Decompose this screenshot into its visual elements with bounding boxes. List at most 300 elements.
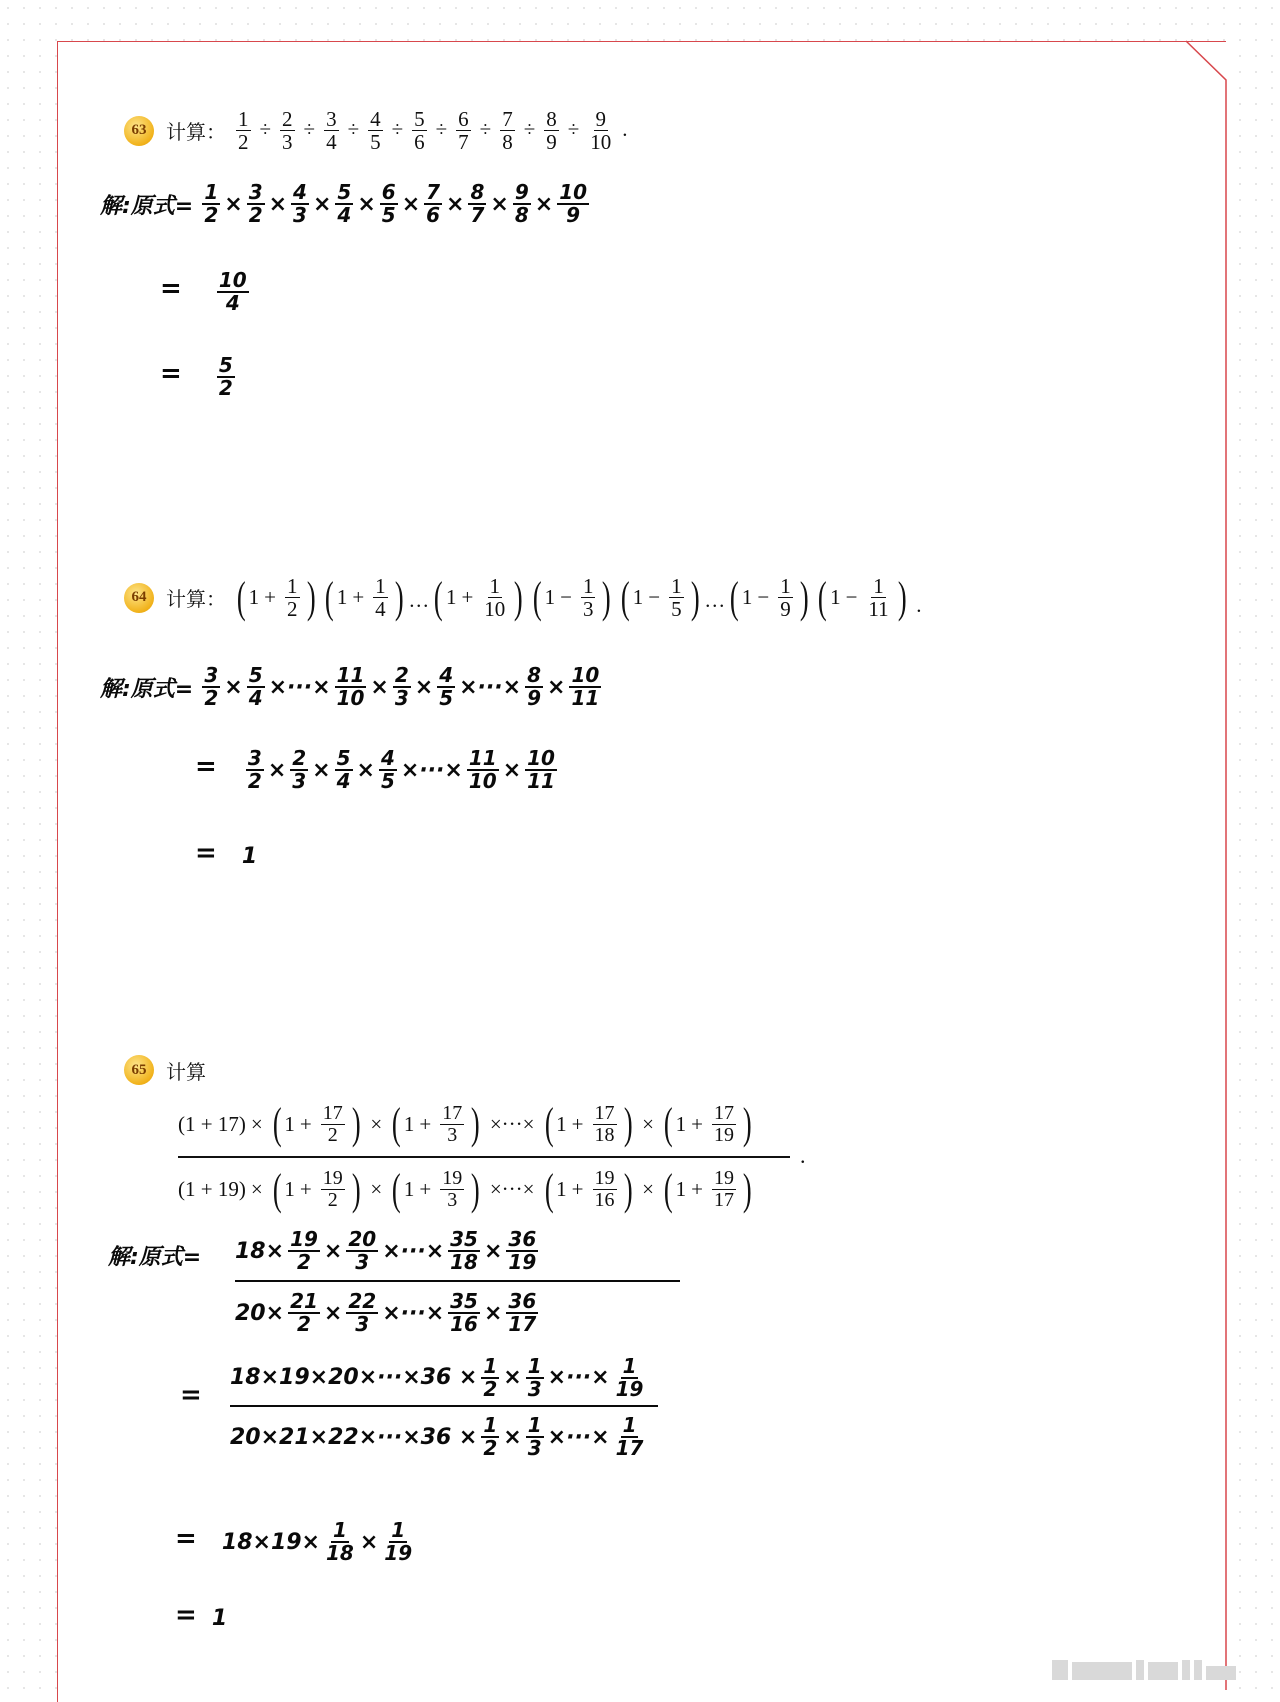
first-term: (1 + 17): [178, 1111, 246, 1136]
numerator: 2: [282, 107, 293, 131]
numerator: 9: [514, 180, 529, 204]
numerator: 2: [292, 746, 307, 770]
denominator: 10: [590, 130, 612, 155]
one: 1: [556, 1177, 567, 1201]
right-paren: ): [306, 572, 316, 622]
denominator: 4: [225, 291, 240, 315]
fraction: [593, 1168, 617, 1211]
operator: ×: [401, 191, 421, 217]
numerator: 3: [326, 107, 337, 131]
operator: ×: [357, 191, 376, 217]
parenthesized-term: [661, 1099, 755, 1148]
operator: −: [560, 585, 572, 610]
solution-65-line2-eq: [180, 1380, 202, 1410]
solution-prefix: 解:原式=: [100, 676, 194, 702]
numerator: 19: [442, 1167, 463, 1189]
fraction: [506, 1229, 538, 1273]
right-paren: ): [602, 572, 612, 622]
operator: +: [571, 1111, 584, 1136]
operator: 20×: [235, 1300, 285, 1326]
right-paren: ): [351, 1099, 361, 1148]
fraction: [866, 575, 890, 620]
operator: +: [571, 1177, 584, 1201]
fraction: [669, 575, 684, 620]
numerator: 4: [293, 180, 307, 204]
one: 1: [284, 1177, 295, 1201]
fraction: [437, 665, 455, 709]
right-paren: ): [742, 1099, 752, 1148]
expression-numerator: [178, 1092, 757, 1156]
solution-63: [100, 182, 593, 226]
denominator: 2: [297, 1312, 311, 1336]
fraction: [581, 575, 596, 620]
operator: ×: [642, 1177, 655, 1201]
parenthesized-term: [389, 1164, 483, 1214]
fraction: [247, 665, 265, 709]
line1-denominator: [235, 1282, 542, 1344]
right-paren: ): [514, 572, 524, 622]
numerator: 36: [508, 1289, 537, 1313]
fraction: [202, 182, 220, 226]
parenthesized-term: [234, 572, 318, 622]
denominator: 3: [527, 1376, 542, 1401]
fraction: [525, 748, 557, 792]
numerator: 19: [594, 1167, 615, 1189]
numerator: 8: [527, 663, 541, 687]
problem-64-expression: [232, 572, 927, 622]
solution-63-line3: [160, 355, 239, 399]
fraction: [500, 108, 515, 153]
denominator: 3: [355, 1250, 370, 1274]
fraction: [290, 748, 308, 792]
denominator: 3: [355, 1312, 370, 1336]
denominator: 17: [714, 1189, 735, 1211]
denominator: 8: [502, 130, 513, 155]
fraction: [202, 665, 220, 709]
problem-label: 计算：: [166, 120, 226, 145]
denominator: 7: [458, 130, 469, 155]
solution-prefix: 解:原式=: [108, 1245, 202, 1270]
operator: ×: [483, 1300, 503, 1326]
operator: ÷: [523, 116, 536, 141]
left-paren: (: [544, 1164, 554, 1214]
denominator: 2: [287, 597, 298, 622]
numerator: 19: [714, 1167, 735, 1189]
denominator: 3: [582, 597, 594, 622]
numerator: 4: [380, 746, 395, 770]
equals-sign: =: [195, 751, 217, 782]
denominator: 5: [370, 130, 381, 155]
right-paren: ): [623, 1164, 633, 1214]
denominator: 2: [247, 769, 262, 793]
solution-64-line2: [195, 748, 561, 792]
fraction: [373, 575, 388, 620]
operator: +: [461, 585, 474, 610]
denominator: 18: [594, 1123, 615, 1146]
right-paren: ): [623, 1099, 633, 1148]
numerator: 19: [322, 1167, 343, 1189]
operator: +: [691, 1177, 704, 1201]
operator: ×: [642, 1111, 655, 1136]
numerator: 5: [414, 107, 425, 131]
numerator: 11: [336, 663, 365, 687]
denominator: 4: [336, 769, 351, 793]
numerator: 1: [873, 574, 884, 598]
numerator: 3: [204, 663, 219, 687]
right-paren: ): [471, 1164, 480, 1214]
operator: 20×21×22×···×36 ×: [230, 1424, 478, 1450]
denominator: 2: [327, 1189, 338, 1211]
numerator: 2: [394, 663, 409, 687]
solution-65-line3: [175, 1520, 418, 1564]
numerator: 1: [391, 1518, 406, 1542]
fraction: [712, 1168, 736, 1211]
denominator: 3: [527, 1436, 542, 1460]
equals-sign: =: [160, 358, 182, 389]
fraction: [614, 1353, 646, 1401]
operator: ×: [503, 1424, 522, 1450]
fraction: [288, 1291, 320, 1335]
numerator: 1: [483, 1413, 498, 1437]
one: 1: [544, 585, 556, 610]
fraction: [247, 182, 265, 226]
numerator: 17: [442, 1101, 463, 1124]
problem-63: [124, 108, 633, 153]
denominator: 11: [868, 597, 889, 622]
fraction: [593, 1103, 617, 1146]
numerator: 8: [546, 107, 557, 131]
one: 1: [556, 1111, 567, 1136]
denominator: 2: [204, 686, 219, 710]
problem-64: [124, 572, 927, 622]
operator: ···: [408, 594, 430, 618]
denominator: 6: [426, 203, 441, 227]
numerator: 1: [238, 107, 249, 131]
parenthesized-term: [542, 1164, 636, 1214]
expression-denominator: [178, 1158, 757, 1222]
solution-63-line2: [160, 270, 253, 314]
solution-65-line4: [175, 1600, 227, 1631]
fraction: [440, 1103, 464, 1146]
fraction: [380, 182, 398, 226]
operator: ×: [446, 191, 465, 217]
one: 1: [675, 1177, 687, 1201]
operator: +: [419, 1177, 432, 1201]
numerator: 1: [622, 1353, 637, 1378]
operator: ×: [370, 674, 389, 700]
numerator: 1: [332, 1518, 347, 1542]
operator: ×···×: [547, 1424, 610, 1450]
denominator: 11: [571, 686, 600, 710]
denominator: 2: [238, 130, 249, 155]
parenthesized-term: [618, 572, 702, 622]
numerator: 9: [595, 107, 606, 131]
denominator: 3: [447, 1123, 458, 1146]
solution-64-line1: [198, 663, 605, 710]
numerator: 1: [527, 1353, 542, 1378]
problem-label: 计算：: [166, 587, 226, 612]
equals-sign: =: [160, 273, 182, 304]
right-paren: ): [394, 572, 404, 622]
operator: ×: [250, 1177, 263, 1201]
fraction: [778, 575, 793, 620]
numerator: 19: [290, 1227, 318, 1251]
left-paren: (: [532, 572, 542, 622]
fraction: [468, 182, 486, 226]
denominator: 3: [447, 1189, 458, 1211]
numerator: 5: [248, 663, 263, 687]
denominator: 2: [204, 203, 219, 227]
fraction: [448, 1291, 480, 1335]
denominator: 16: [594, 1189, 615, 1211]
problem-number-badge: 64: [124, 583, 154, 613]
operator: ···: [704, 594, 726, 618]
parenthesized-term: [431, 572, 526, 622]
operator: ×: [323, 1300, 343, 1326]
numerator: 1: [204, 180, 219, 204]
numerator: 7: [502, 107, 513, 131]
numerator: 1: [375, 574, 386, 598]
one: 1: [675, 1111, 687, 1136]
left-paren: (: [544, 1099, 554, 1148]
operator: ×: [250, 1111, 263, 1136]
fraction: [526, 1415, 544, 1459]
numerator: 5: [337, 180, 352, 204]
denominator: 3: [292, 769, 307, 793]
solution-64-line2-terms: [242, 746, 561, 793]
first-term: (1 + 19): [178, 1177, 246, 1201]
parenthesized-term: [542, 1099, 636, 1148]
operator: ×···×: [400, 757, 463, 783]
equals-sign: =: [175, 1600, 197, 1630]
right-paren: ): [799, 572, 809, 622]
denominator: 10: [484, 597, 506, 622]
operator: ×: [502, 757, 522, 783]
one: 1: [248, 585, 260, 610]
denominator: 19: [615, 1376, 644, 1401]
numerator: 17: [714, 1101, 735, 1124]
numerator: 10: [571, 663, 600, 687]
fraction: [481, 1415, 499, 1459]
operator: −: [757, 585, 770, 610]
problem-65-expression: [178, 1092, 790, 1222]
fraction: [614, 1415, 646, 1459]
numerator: 1: [780, 574, 791, 598]
denominator: 11: [527, 769, 555, 793]
denominator: 9: [566, 203, 581, 227]
numerator: 21: [290, 1289, 318, 1313]
operator: −: [845, 585, 858, 610]
denominator: 19: [714, 1123, 735, 1146]
numerator: 22: [348, 1289, 377, 1313]
left-paren: (: [621, 572, 630, 622]
line2-numerator: [230, 1350, 649, 1405]
numerator: 1: [287, 574, 298, 598]
solution-65-prefix: [108, 1240, 201, 1271]
numerator: 20: [348, 1227, 377, 1251]
fraction: [280, 108, 295, 153]
fraction: [321, 1103, 345, 1146]
operator: 18×19×20×···×36 ×: [230, 1365, 478, 1390]
denominator: 5: [381, 203, 396, 227]
denominator: 4: [326, 130, 337, 155]
operator: .: [916, 592, 922, 617]
one: 1: [284, 1111, 295, 1136]
operator: +: [299, 1177, 312, 1201]
operator: ×: [267, 757, 287, 783]
numerator: 6: [458, 107, 469, 131]
fraction: [335, 748, 353, 792]
left-paren: (: [272, 1099, 282, 1148]
numerator: 17: [594, 1101, 615, 1124]
operator: +: [299, 1111, 312, 1136]
left-paren: (: [272, 1164, 282, 1214]
parenthesized-term: [270, 1099, 364, 1148]
denominator: 19: [508, 1250, 537, 1274]
parenthesized-term: [727, 572, 811, 622]
fraction: [481, 1353, 499, 1401]
operator: ×: [323, 1238, 343, 1264]
operator: ×···×: [382, 1238, 445, 1264]
handwritten-fraction: [217, 355, 235, 399]
solution-64-line3: [195, 838, 257, 869]
operator: +: [419, 1111, 432, 1136]
numerator: 1: [527, 1413, 542, 1437]
fraction: [346, 1291, 378, 1335]
one: 1: [336, 585, 348, 610]
solution-63-line1: [198, 180, 593, 227]
denominator: 4: [337, 203, 352, 227]
operator: ×: [359, 1529, 379, 1555]
operator: ÷: [391, 116, 404, 141]
fraction: [513, 182, 531, 226]
denominator: 2: [248, 203, 263, 227]
denominator: 16: [450, 1312, 478, 1336]
operator: ×: [268, 191, 288, 217]
parenthesized-term: [815, 572, 909, 622]
fraction: [291, 182, 309, 226]
numerator: 1: [671, 574, 682, 598]
numerator: 1: [622, 1413, 637, 1437]
denominator: 7: [470, 203, 485, 227]
problem-63-expression: [232, 108, 633, 153]
denominator: 17: [508, 1312, 537, 1336]
fraction: [382, 1520, 414, 1564]
numerator: 6: [381, 180, 396, 204]
parenthesized-term: [270, 1164, 364, 1214]
fraction: [412, 108, 427, 153]
operator: ×···×: [489, 1111, 535, 1136]
denominator: 17: [615, 1436, 644, 1460]
problem-number-badge: 63: [124, 116, 154, 146]
numerator: 11: [468, 746, 497, 770]
solution-65-line2: [230, 1350, 658, 1467]
operator: ÷: [303, 116, 316, 141]
problem-label: 计算: [166, 1059, 206, 1084]
fraction: [712, 1103, 736, 1146]
numerator: 3: [247, 746, 262, 770]
fraction: [346, 1229, 378, 1273]
operator: ×···×: [382, 1300, 445, 1326]
problem-65: [124, 1055, 212, 1085]
denominator: 10: [336, 686, 365, 710]
numerator: 5: [336, 746, 351, 770]
numerator: 35: [450, 1227, 478, 1251]
operator: ×···×: [489, 1177, 535, 1201]
fraction: [393, 665, 411, 709]
left-paren: (: [730, 572, 739, 622]
operator: +: [264, 585, 276, 610]
numerator: 4: [370, 107, 381, 131]
numerator: 36: [508, 1227, 537, 1251]
problem-number-badge: 65: [124, 1055, 154, 1085]
operator: ×: [312, 757, 331, 783]
denominator: 18: [450, 1250, 478, 1274]
denominator: 10: [468, 769, 497, 793]
operator: 18×: [235, 1238, 285, 1264]
operator: .: [622, 116, 628, 141]
right-paren: ): [471, 1099, 480, 1148]
left-paren: (: [392, 1099, 401, 1148]
one: 1: [403, 1177, 415, 1201]
operator: ×: [414, 674, 434, 700]
left-paren: (: [236, 572, 246, 622]
handwritten-fraction: [217, 270, 249, 314]
fraction: [506, 1291, 538, 1335]
numerator: 10: [527, 746, 555, 770]
solution-prefix: 解:原式=: [100, 193, 194, 219]
operator: ×: [547, 674, 566, 700]
one: 1: [830, 585, 841, 610]
fraction: [448, 1229, 480, 1273]
denominator: 3: [293, 203, 307, 227]
denominator: 5: [380, 769, 395, 793]
denominator: 2: [483, 1376, 498, 1401]
denominator: 2: [218, 376, 233, 400]
fraction: [335, 665, 367, 709]
left-paren: (: [818, 572, 828, 622]
denominator: 3: [282, 130, 293, 155]
operator: ×: [490, 191, 509, 217]
right-paren: ): [690, 572, 700, 622]
left-paren: (: [434, 572, 444, 622]
one: 1: [632, 585, 644, 610]
fraction: [236, 108, 251, 153]
numerator: 7: [426, 180, 441, 204]
operator: ×···×: [547, 1365, 610, 1390]
denominator: 4: [375, 597, 386, 622]
blurred-toolbar: [1052, 1658, 1252, 1680]
numerator: 1: [483, 1353, 498, 1378]
solution-64: [100, 665, 605, 709]
line2-denominator: [230, 1407, 649, 1467]
fraction: [335, 182, 353, 226]
numerator: 3: [248, 180, 263, 204]
denominator: 9: [527, 686, 541, 710]
operator: +: [691, 1111, 704, 1136]
parenthesized-term: [530, 572, 614, 622]
operator: ×: [503, 1365, 522, 1390]
numerator: 10: [218, 268, 247, 292]
parenthesized-term: [322, 572, 406, 622]
fraction: [324, 108, 339, 153]
denominator: 2: [297, 1250, 311, 1274]
fraction: [544, 108, 559, 153]
denominator: 5: [439, 686, 454, 710]
solution-65-line1: [235, 1222, 680, 1344]
fraction: [456, 108, 471, 153]
numerator: 4: [439, 663, 454, 687]
